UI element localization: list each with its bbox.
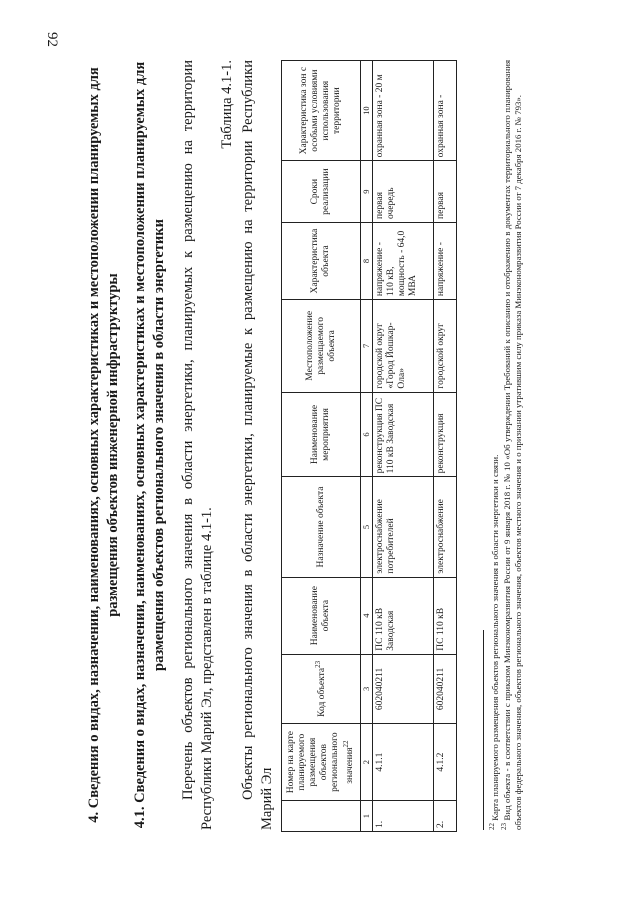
header-map-number: Номер на карте планируемого размещения объектов регионального значения$^{22}$ — [282, 724, 361, 801]
table-title: Объекты регионального значения в области энергетики, планируемые к размещению на территории Республики Марий Эл — [240, 60, 275, 830]
header-characteristics: Характеристика объекта — [282, 222, 361, 299]
section-heading-4: 4. Сведения о видах, назначении, наименованиях, основных характеристиках и местоположении планируемых для размещения объектов инженерной инфраструктуры — [86, 67, 121, 823]
header-term: Сроки реализации — [282, 161, 361, 223]
cell-index: 2. — [434, 801, 457, 832]
header-object-purpose: Назначение объекта — [282, 477, 361, 577]
header-zone: Характеристика зон с особыми условиями использования территории — [282, 61, 361, 161]
col-number: 8 — [361, 222, 373, 299]
cell-location: городской округ «Город Йошкар-Ола» — [373, 300, 434, 393]
footnote-separator — [483, 630, 484, 830]
cell-action-name: реконструкция — [434, 392, 457, 477]
col-number: 9 — [361, 161, 373, 223]
cell-object-code: 602040211 — [373, 654, 434, 723]
cell-zone: охранная зона - 20 м — [373, 61, 434, 161]
col-number: 10 — [361, 61, 373, 161]
col-number: 6 — [361, 392, 373, 477]
header-index — [282, 801, 361, 832]
footnote-mark: 22 — [488, 823, 496, 830]
cell-object-code: 602040211 — [434, 654, 457, 723]
energy-objects-table — [281, 60, 457, 832]
cell-term: первая очередь — [373, 161, 434, 223]
cell-index: 1. — [373, 801, 434, 832]
table-number: Таблица 4.1-1. — [219, 60, 235, 149]
table-row — [373, 61, 434, 832]
col-number: 4 — [361, 577, 373, 654]
header-location: Местоположение размещаемого объекта — [282, 300, 361, 393]
cell-object-purpose: электроснабжение — [434, 477, 457, 577]
section-heading-4-1: 4.1. Сведения о видах, назначении, наименованиях, основных характеристиках и местоположении планируемых для размещения объектов регионального значения в области энергетики — [132, 61, 167, 829]
footnote — [499, 60, 524, 830]
footnote-text: Вид объекта - в соответствии с приказом Минэкономразвития России от 9 января 2018 г. № 10 «Об утверждении Требований к описанию и отображению в документах территориального планирования объектов федерального значения, объектов регионального значения, объектов местного значения и о признании утратившим силу приказа Минэкономразвития России от 7 декабря 2016 г. № 793». — [501, 59, 523, 830]
cell-term: первая — [434, 161, 457, 223]
intro-paragraph: Перечень объектов регионального значения в области энергетики, планируемых к размещению на территории Республики Марий Эл, представлен в таблице 4.1-1. — [180, 60, 215, 830]
column-number-row — [361, 61, 373, 832]
cell-characteristics: напряжение - — [434, 222, 457, 299]
header-object-code: Код объекта$^{23}$ — [282, 654, 361, 723]
table-header-row — [282, 61, 361, 832]
cell-map-number: 4.1.2 — [434, 724, 457, 801]
header-object-name: Наименование объекта — [282, 577, 361, 654]
col-number: 1 — [361, 801, 373, 832]
cell-location: городской округ — [434, 300, 457, 393]
table-row — [434, 61, 457, 832]
footnote-text: Карта планируемого размещения объектов регионального значения в области энергетики и связи. — [489, 454, 500, 821]
header-action-name: Наименование мероприятия — [282, 392, 361, 477]
cell-zone: охранная зона - — [434, 61, 457, 161]
page-number: 92 — [44, 32, 60, 47]
cell-object-name: ПС 110 кВ Заводская — [373, 577, 434, 654]
cell-map-number: 4.1.1 — [373, 724, 434, 801]
col-number: 7 — [361, 300, 373, 393]
cell-characteristics: напряжение - 110 кВ, мощность - 64,0 МВА — [373, 222, 434, 299]
col-number: 5 — [361, 477, 373, 577]
cell-object-name: ПС 110 кВ — [434, 577, 457, 654]
cell-object-purpose: электроснабжение потребителей — [373, 477, 434, 577]
col-number: 3 — [361, 654, 373, 723]
rotated-page-content — [85, 60, 545, 830]
col-number: 2 — [361, 724, 373, 801]
footnote-mark: 23 — [500, 823, 508, 830]
cell-action-name: реконструкция ПС 110 кВ Заводская — [373, 392, 434, 477]
